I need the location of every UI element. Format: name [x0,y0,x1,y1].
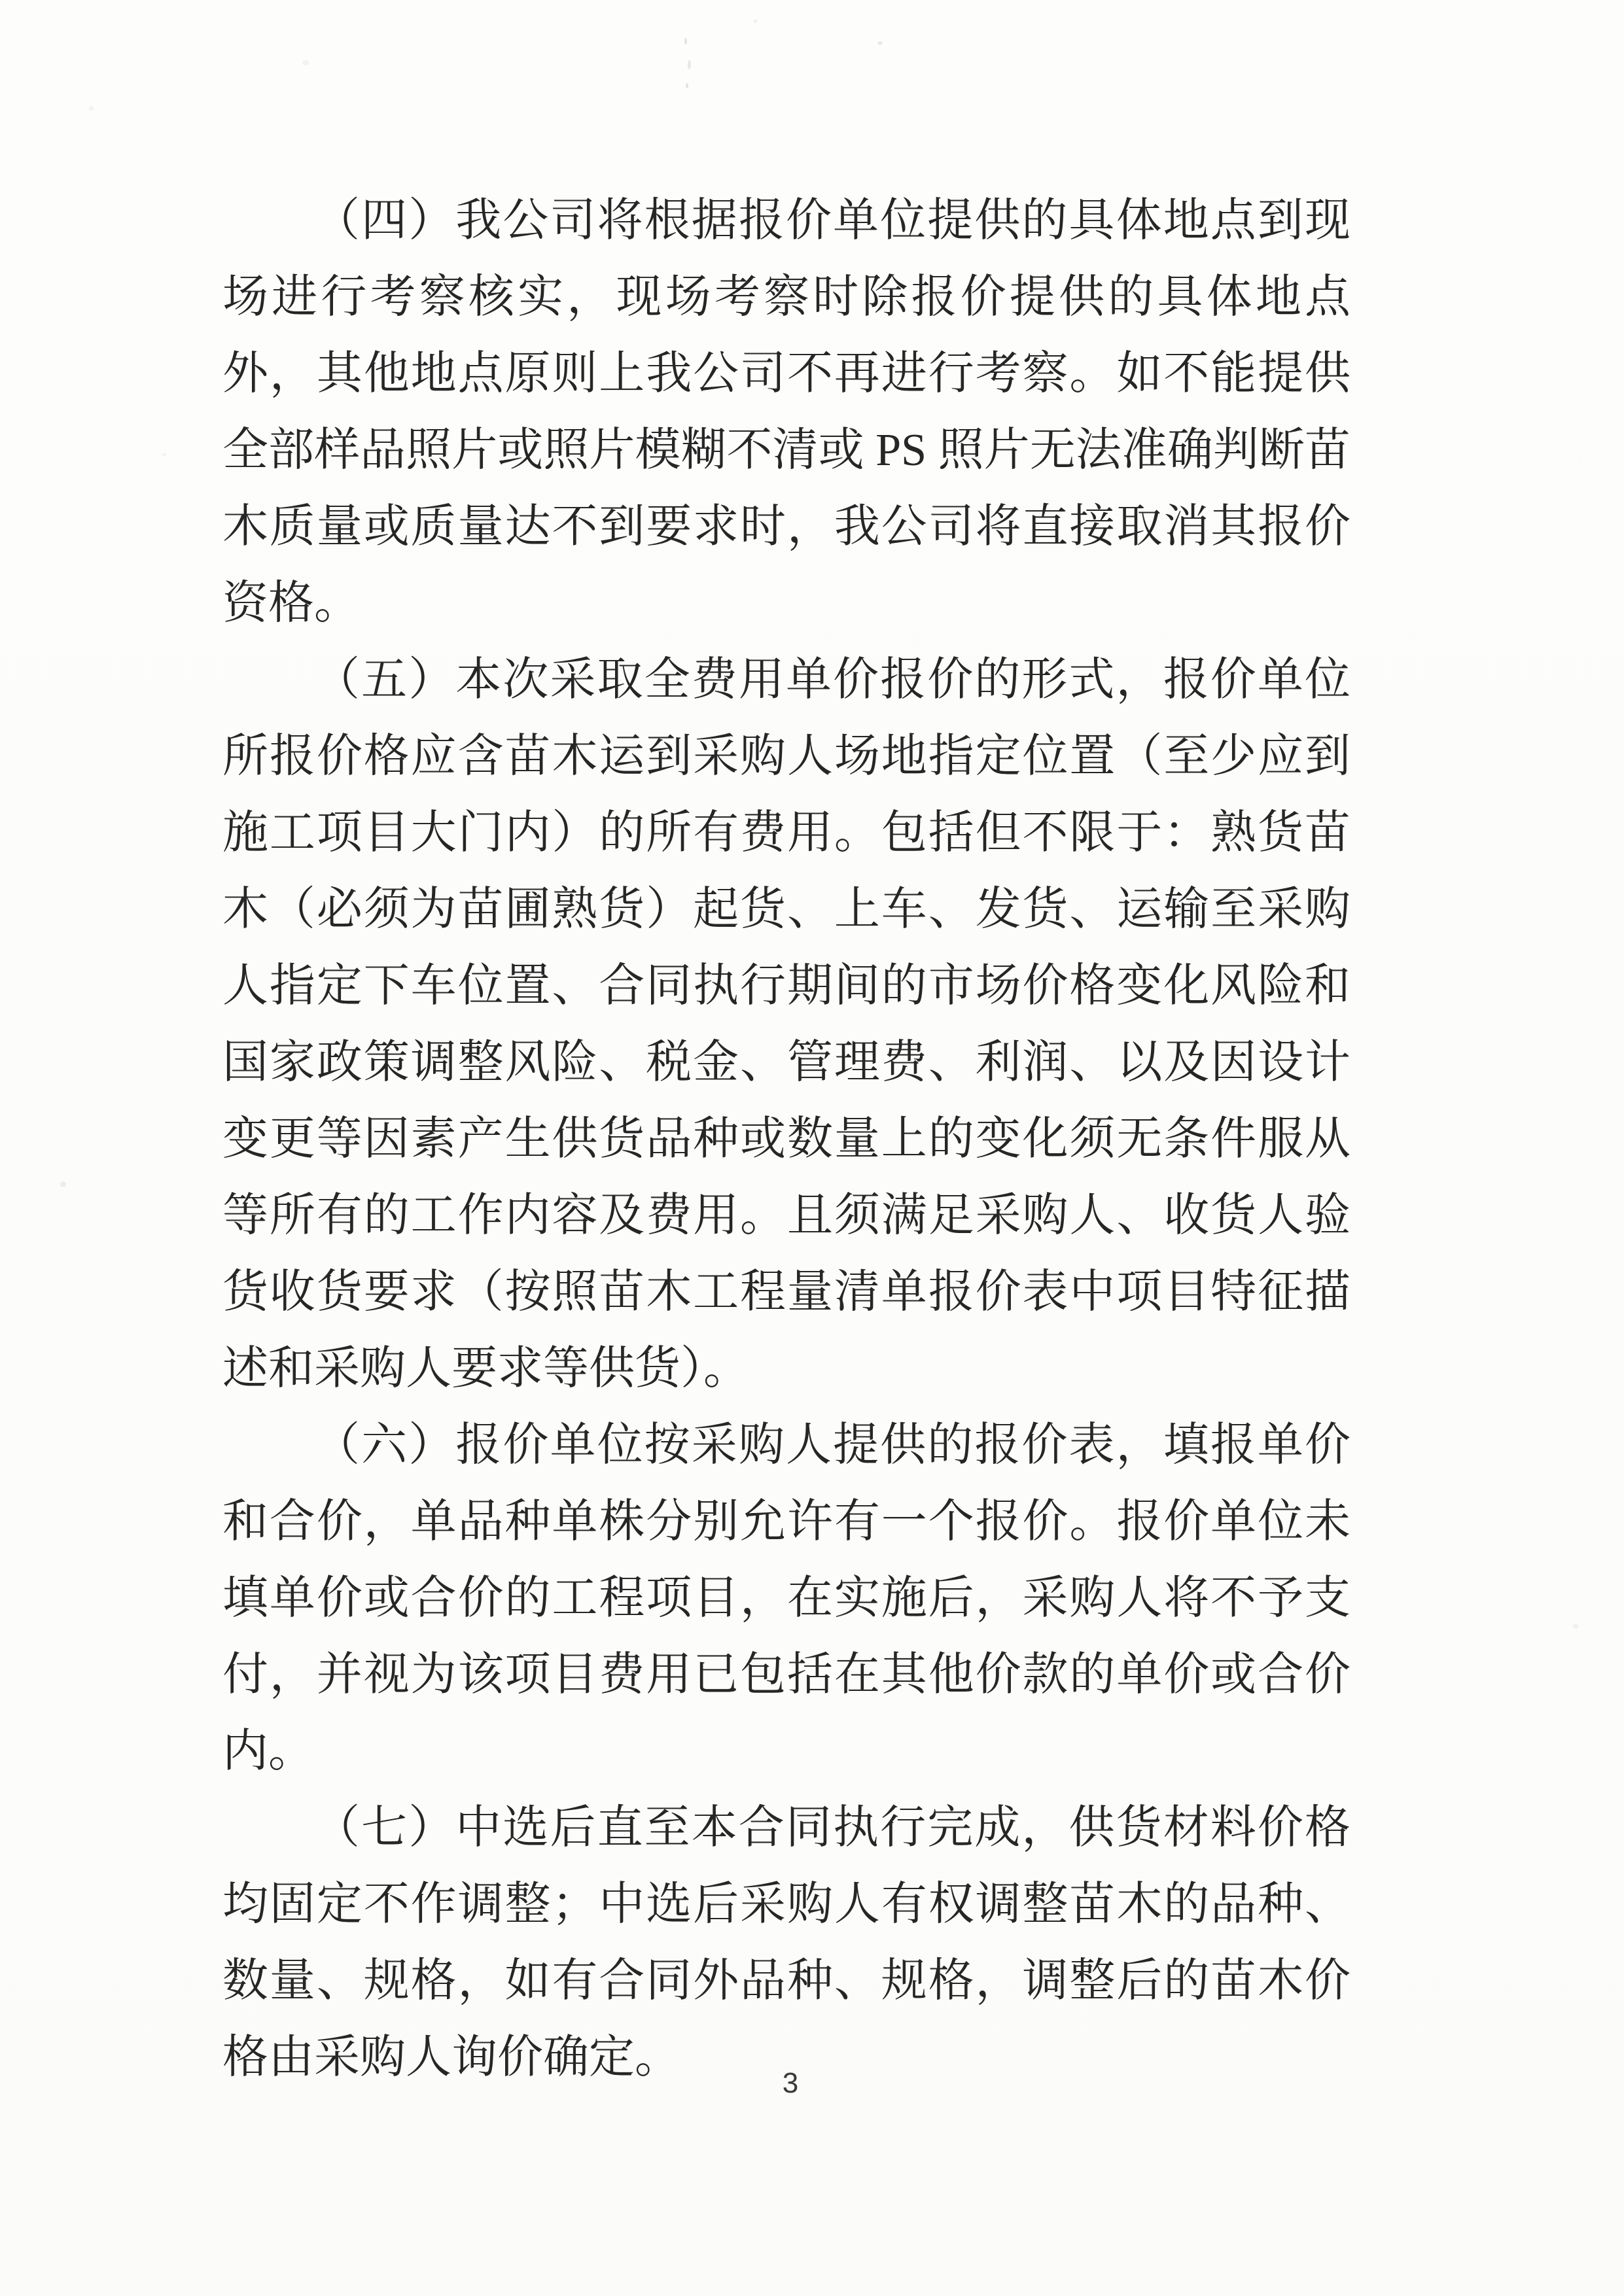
scan-speck [60,1181,66,1187]
paragraph-clause-7: （七）中选后直至本合同执行完成，供货材料价格均固定不作调整；中选后采购人有权调整苗木的品种、数量、规格，如有合同外品种、规格，调整后的苗木价格由采购人询价确定。 [222,1803,1350,2083]
scan-speck [877,41,883,45]
scan-speck [684,38,687,44]
scan-speck [686,83,688,88]
scan-speck [162,453,166,457]
scan-speck [302,60,309,65]
scan-speck [1573,1624,1578,1629]
scan-speck [754,20,757,23]
paragraph-clause-4: （四）我公司将根据报价单位提供的具体地点到现场进行考察核实，现场考察时除报价提供的具体地点外，其他地点原则上我公司不再进行考察。如不能提供全部样品照片或照片模糊不清或 PS 照片无法准确判断苗木质量或质量达不到要求时，我公司将直接取消其报价资格。 [222,196,1350,629]
scan-speck [89,106,94,111]
document-body-text [222,183,1350,2096]
paragraph-clause-6: （六）报价单位按采购人提供的报价表，填报单价和合价，单品种单株分别允许有一个报价。报价单位未填单价或合价的工程项目，在实施后，采购人将不予支付，并视为该项目费用已包括在其他价款的单价或合价内。 [222,1420,1350,1777]
scan-speck [688,60,691,69]
page-number: 3 [782,2067,799,2099]
paragraph-clause-5: （五）本次采取全费用单价报价的形式，报价单位所报价格应含苗木运到采购人场地指定位置（至少应到施工项目大门内）的所有费用。包括但不限于：熟货苗木（必须为苗圃熟货）起货、上车、发货、运输至采购人指定下车位置、合同执行期间的市场价格变化风险和国家政策调整风险、税金、管理费、利润、以及因设计变更等因素产生供货品种或数量上的变化须无条件服从等所有的工作内容及费用。且须满足采购人、收货人验货收货要求（按照苗木工程量清单报价表中项目特征描述和采购人要求等供货）。 [222,655,1350,1394]
